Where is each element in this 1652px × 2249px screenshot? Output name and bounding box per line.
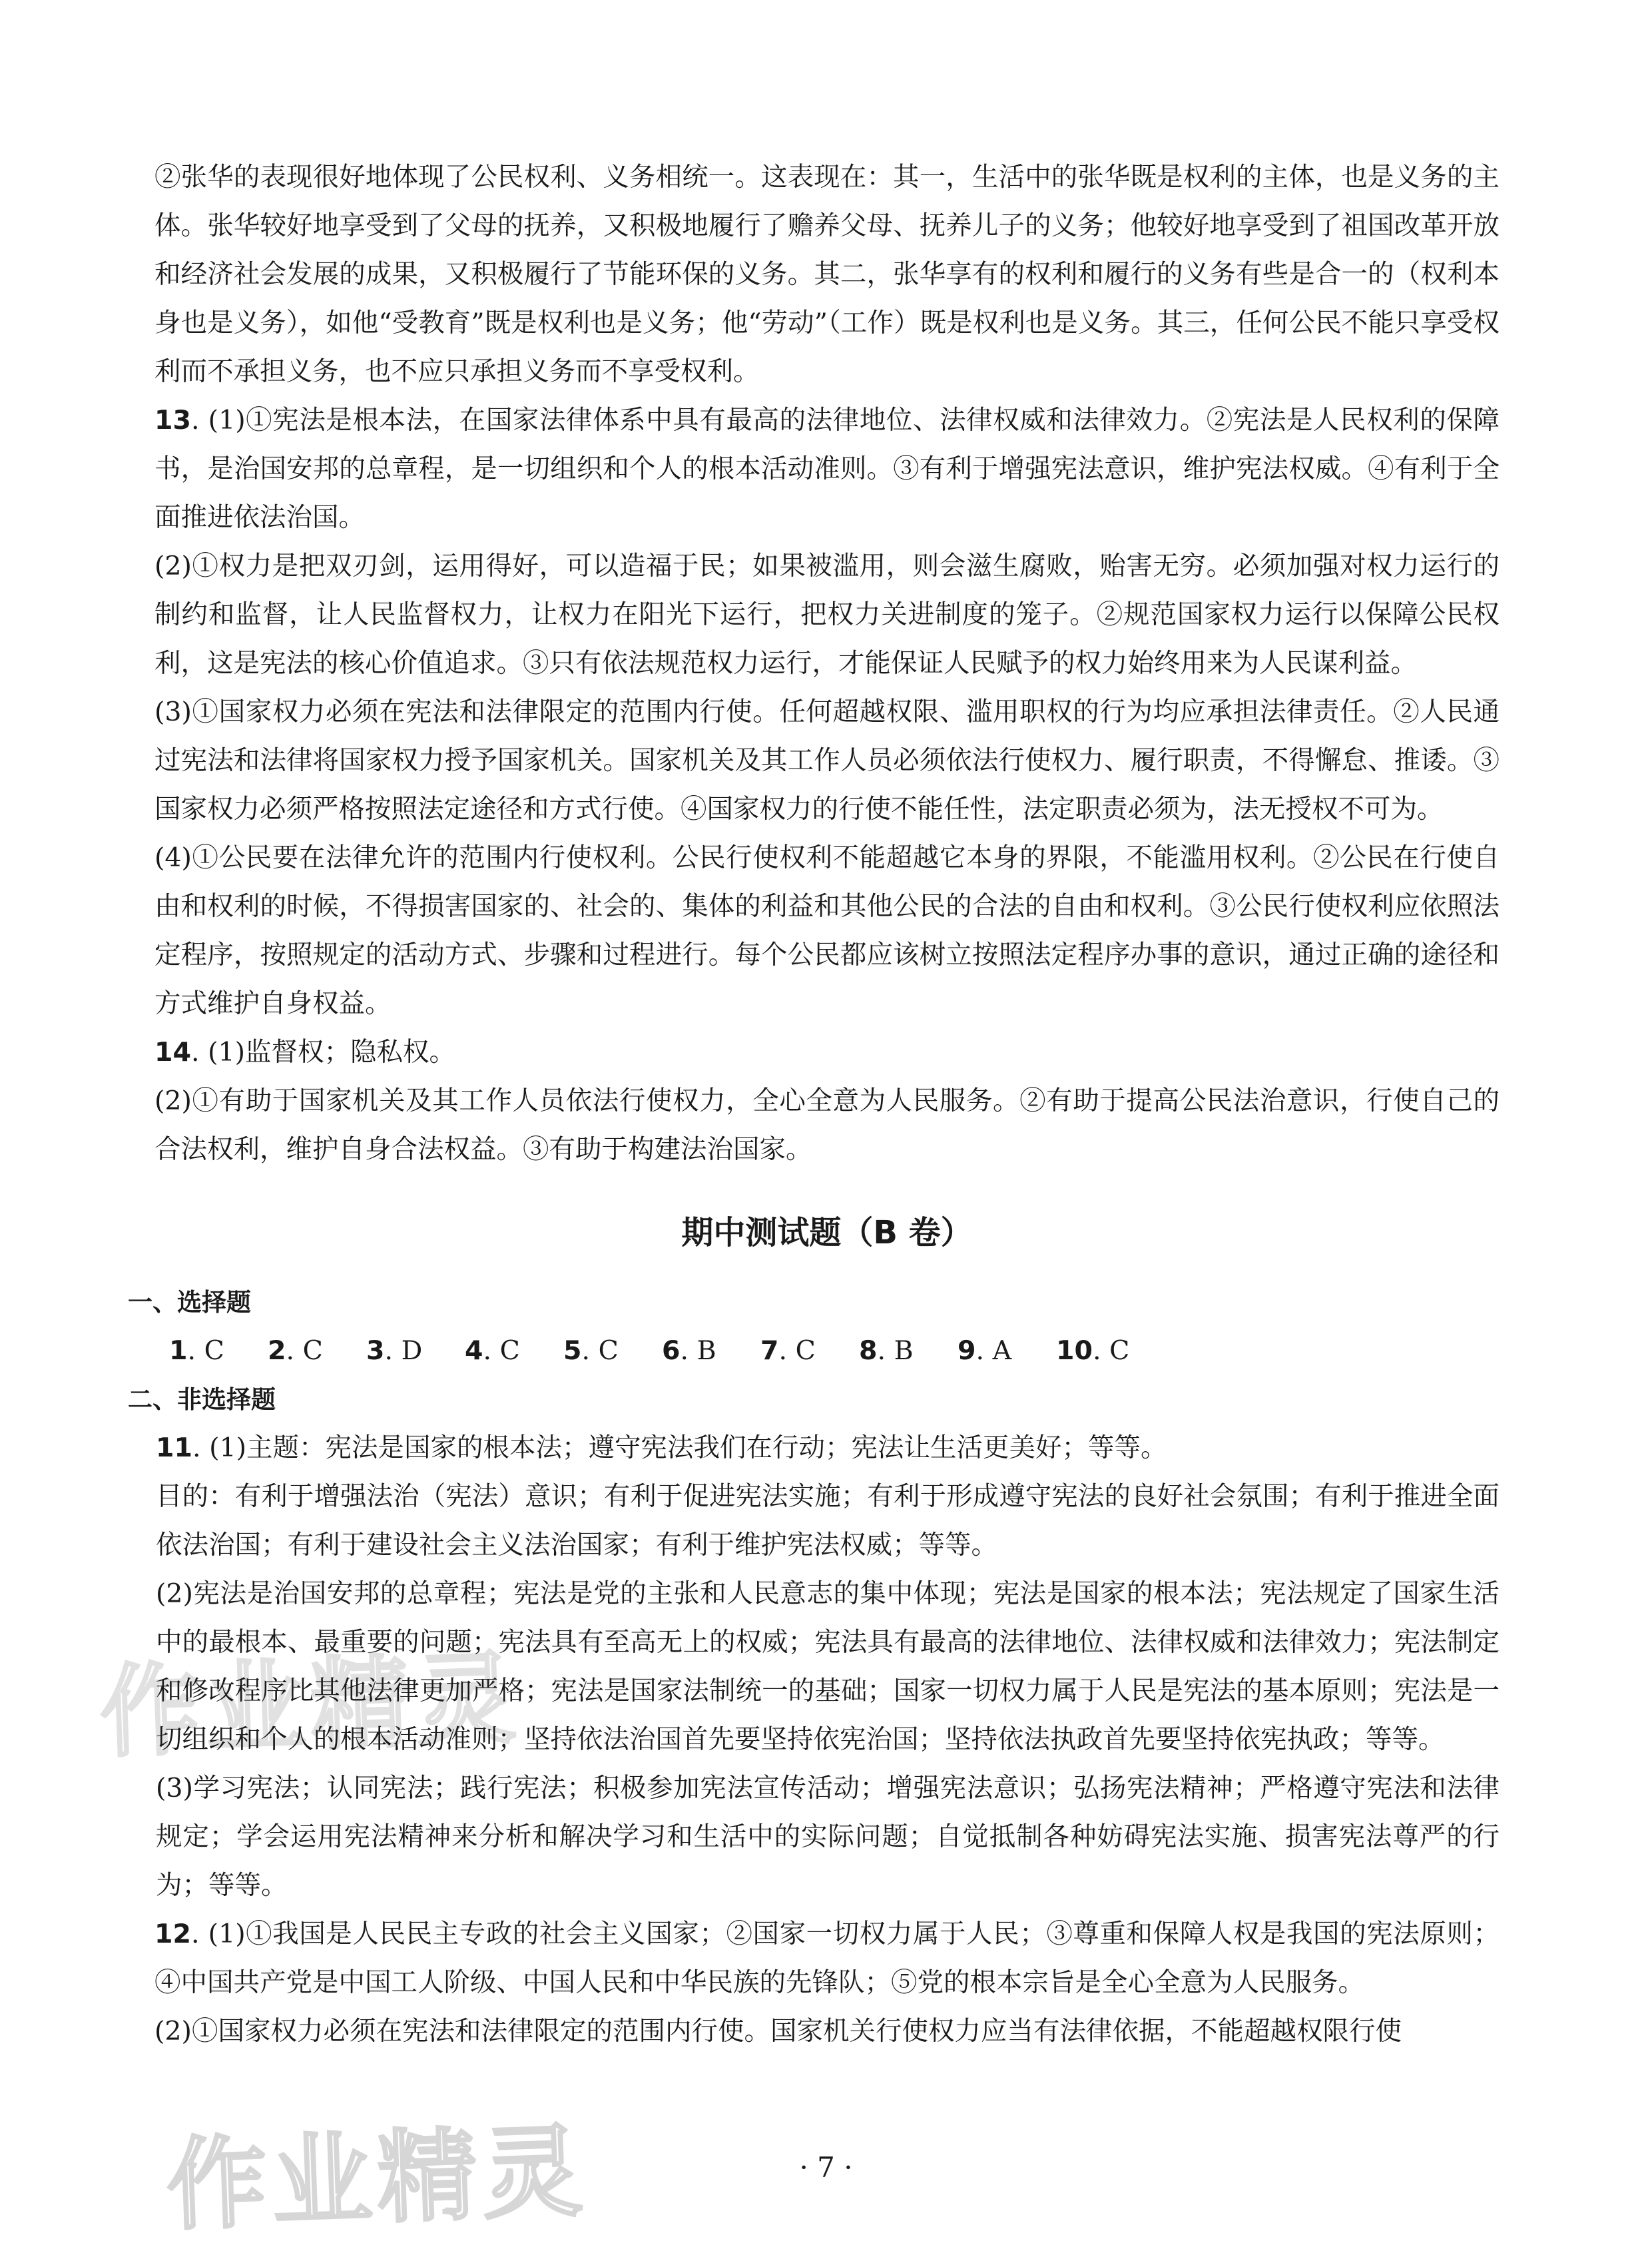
q13-part1: 13. (1)①宪法是根本法，在国家法律体系中具有最高的法律地位、法律权威和法律效力。②宪法是人民权利的保障书，是治国安邦的总章程，是一切组织和个人的根本活动准则。③有利于增强宪法意识，维护宪法权威。④有利于全面推进依法治国。 [154, 405, 1500, 533]
choice-answer: 4. C [465, 1335, 520, 1366]
q11-number: 11 [156, 1433, 192, 1463]
q13-part3: (3)①国家权力必须在宪法和法律限定的范围内行使。任何超越权限、滥用职权的行为均应承担法律责任。②人民通过宪法和法律将国家权力授予国家机关。国家机关及其工作人员必须依法行使权力、履行职责，不得懈怠、推诿。③国家权力必须严格按照法定途径和方式行使。④国家权力的行使不能任性，法定职责必须为，法无授权不可为。 [154, 697, 1500, 824]
q11-part3: (3)学习宪法；认同宪法；践行宪法；积极参加宪法宣传活动；增强宪法意识；弘扬宪法精神；严格遵守宪法和法律规定；学会运用宪法精神来分析和解决学习和生活中的实际问题；自觉抵制各种妨碍宪法实施、损害宪法尊严的行为；等等。 [156, 1773, 1500, 1901]
choice-answer: 1. C [169, 1335, 224, 1366]
watermark-logo: 作业精灵 [98, 1641, 523, 1771]
q11-purpose: 目的：有利于增强法治（宪法）意识；有利于促进宪法实施；有利于形成遵守宪法的良好社会氛围；有利于推进全面依法治国；有利于建设社会主义法治国家；有利于维护宪法权威；等等。 [156, 1481, 1500, 1560]
q13-number: 13 [154, 405, 191, 436]
page-number: · 7 · [799, 2151, 853, 2184]
choice-answers [154, 1327, 1500, 1375]
choice-answer: 8. B [859, 1335, 914, 1366]
q13-part4: (4)①公民要在法律允许的范围内行使权利。公民行使权利不能超越它本身的界限，不能滥用权利。②公民在行使自由和权利的时候，不得损害国家的、社会的、集体的利益和其他公民的合法的自由和权利。③公民行使权利应依照法定程序，按照规定的活动方式、步骤和过程进行。每个公民都应该树立按照法定程序办事的意识，通过正确的途径和方式维护自身权益。 [154, 842, 1500, 1019]
section-choice-title: 一、选择题 [128, 1288, 251, 1317]
choice-answer: 5. C [563, 1335, 619, 1366]
q13-part2: (2)①权力是把双刃剑，运用得好，可以造福于民；如果被滥用，则会滋生腐败，贻害无穷。必须加强对权力运行的制约和监督，让人民监督权力，让权力在阳光下运行，把权力关进制度的笼子。②规范国家权力运行以保障公民权利，这是宪法的核心价值追求。③只有依法规范权力运行，才能保证人民赋予的权力始终用来为人民谋利益。 [154, 551, 1500, 679]
q14-number: 14 [154, 1037, 191, 1068]
q14-part2: (2)①有助于国家机关及其工作人员依法行使权力，全心全意为人民服务。②有助于提高公民法治意识，行使自己的合法权利，维护自身合法权益。③有助于构建法治国家。 [154, 1086, 1500, 1165]
choice-answer: 10. C [1056, 1335, 1130, 1366]
choice-answer: 7. C [760, 1335, 816, 1366]
q12-number: 12 [154, 1919, 191, 1949]
q14-part1: 14. (1)监督权；隐私权。 [154, 1037, 456, 1068]
q11-part1: 11. (1)主题：宪法是国家的根本法；遵守宪法我们在行动；宪法让生活更美好；等等。 [156, 1433, 1167, 1463]
choice-answer: 6. B [662, 1335, 716, 1366]
choice-answer: 9. A [958, 1335, 1012, 1366]
answer-content [128, 153, 1500, 2056]
intro-paragraph: ②张华的表现很好地体现了公民权利、义务相统一。这表现在：其一，生活中的张华既是权利的主体，也是义务的主体。张华较好地享受到了父母的抚养，又积极地履行了赡养父母、抚养儿子的义务；他较好地享受到了祖国改革开放和经济社会发展的成果，又积极履行了节能环保的义务。其二，张华享有的权利和履行的义务有些是合一的（权利本身也是义务），如他“受教育”既是权利也是义务；他“劳动”（工作）既是权利也是义务。其三，任何公民不能只享受权利而不承担义务，也不应只承担义务而不享受权利。 [154, 162, 1500, 387]
choice-answer: 2. C [268, 1335, 323, 1366]
exam-title: 期中测试题（B 卷） [681, 1214, 973, 1251]
q12-part1: 12. (1)①我国是人民民主专政的社会主义国家；②国家一切权力属于人民；③尊重和保障人权是我国的宪法原则；④中国共产党是中国工人阶级、中国人民和中华民族的先锋队；⑤党的根本宗旨是全心全意为人民服务。 [154, 1919, 1500, 1998]
q12-part2: (2)①国家权力必须在宪法和法律限定的范围内行使。国家机关行使权力应当有法律依据，不能超越权限行使 [154, 2016, 1402, 2047]
q11-part2: (2)宪法是治国安邦的总章程；宪法是党的主张和人民意志的集中体现；宪法是国家的根本法；宪法规定了国家生活中的最根本、最重要的问题；宪法具有至高无上的权威；宪法具有最高的法律地位、法律权威和法律效力；宪法制定和修改程序比其他法律更加严格；宪法是国家法制统一的基础；国家一切权力属于人民是宪法的基本原则；宪法是一切组织和个人的根本活动准则；坚持依法治国首先要坚持依宪治国；坚持依法执政首先要坚持依宪执政；等等。 [156, 1578, 1500, 1755]
choice-answer: 3. D [366, 1335, 423, 1366]
section-nonchoice-title: 二、非选择题 [128, 1385, 276, 1414]
watermark-logo-bottom: 作业精灵 [164, 2114, 590, 2244]
